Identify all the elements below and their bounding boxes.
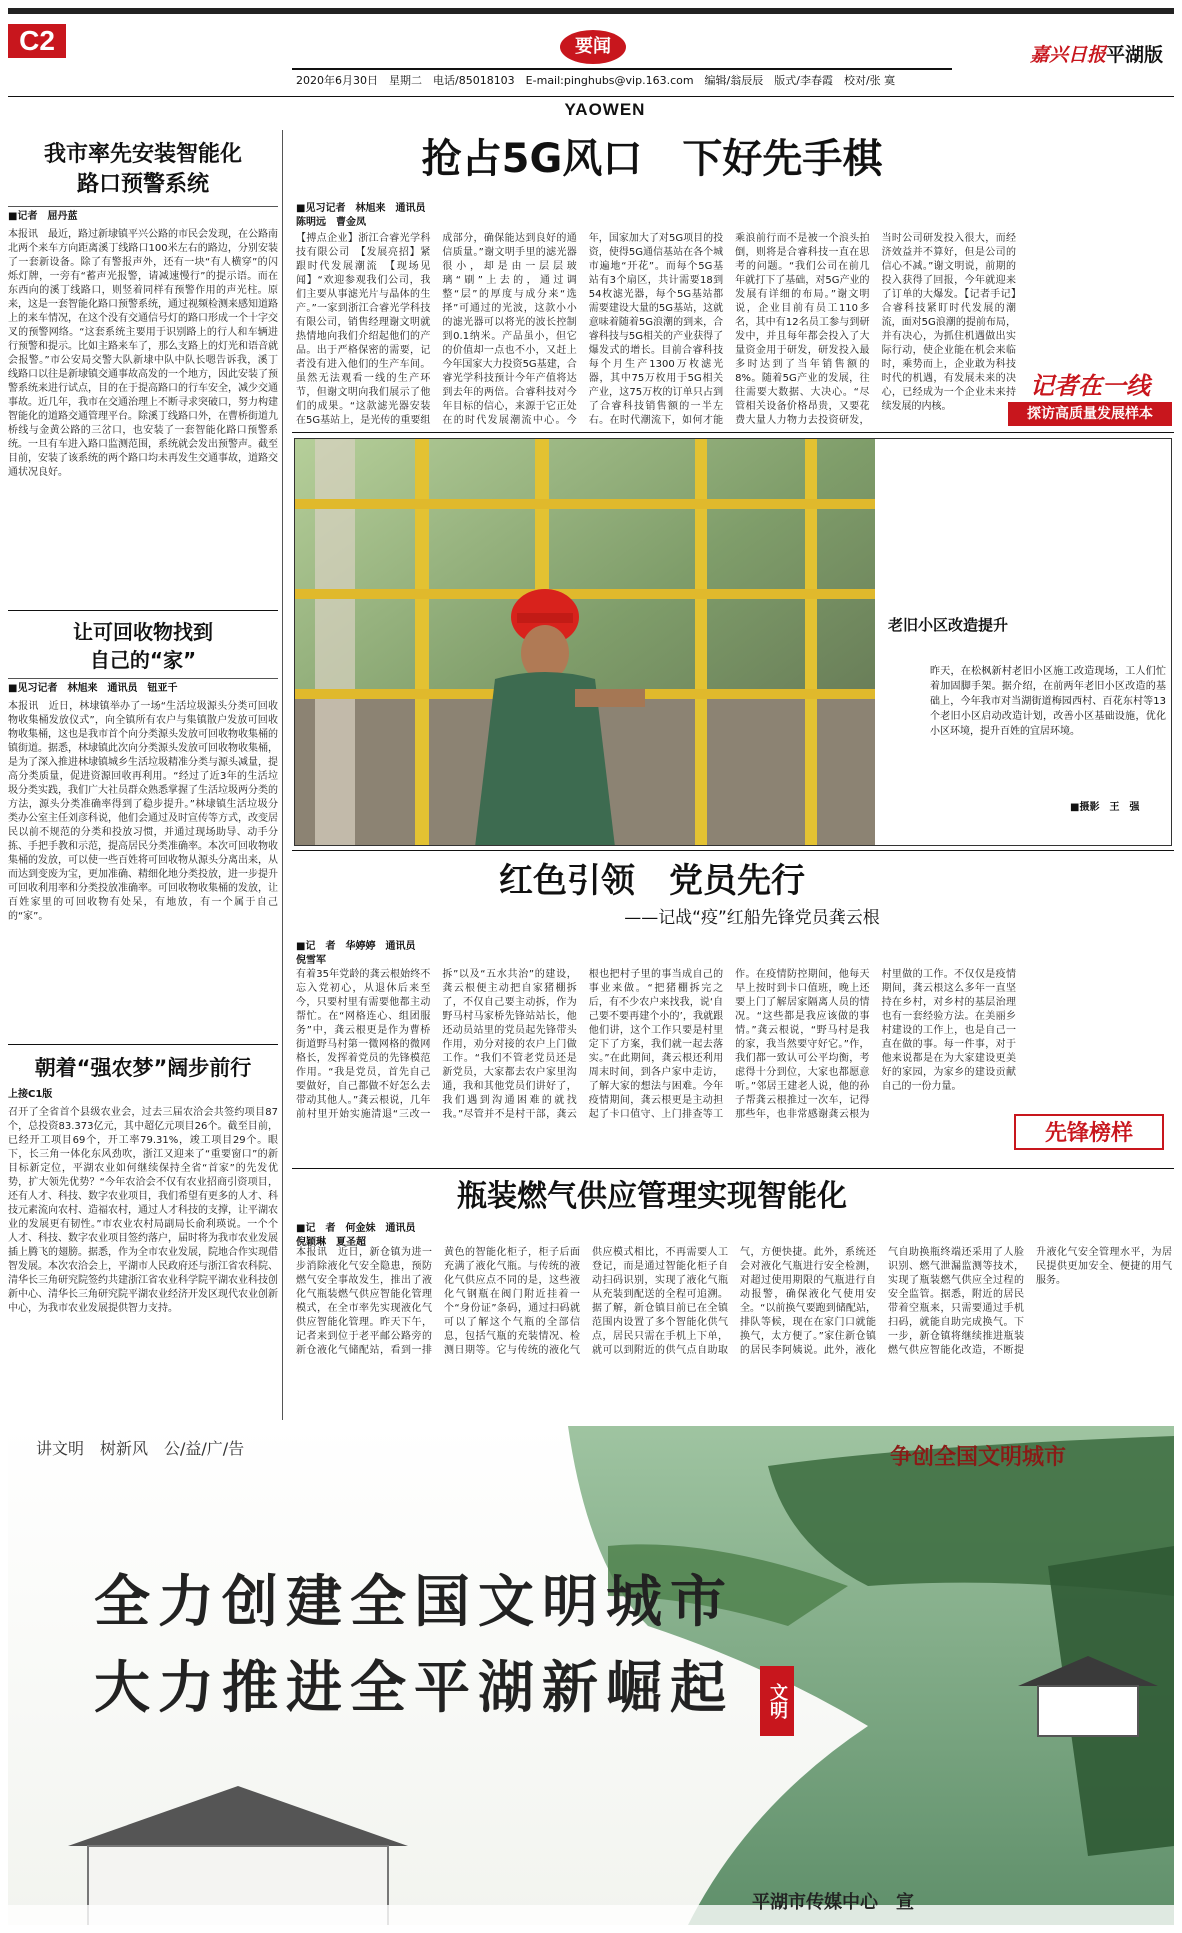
left-separator-1	[8, 610, 278, 611]
ad-stamp: 文明	[760, 1666, 794, 1736]
photo-credit: ■摄影 王 强	[1070, 802, 1140, 813]
article2-rule	[8, 678, 278, 679]
article2-byline: ■见习记者 林旭来 通讯员 钮亚千	[8, 683, 178, 694]
article5-body: 有着35年党龄的龚云根始终不忘入党初心，从退休后来至今，只要村里有需要他都主动帮忙。在“网格连心、组团服务”中，龚云根更是作为曹桥街道野马村第一微网格的微网格长，发挥着党员的先锋模范作用。“我是党员，首先自己要做好，自己都做不好怎么去带动其他人。”龚云根说，几年前村里开始实施清退“三改一拆”以及“五水共治”的建设，龚云根便主动把自家猪棚拆了，不仅自己要主动拆，作为野马村马家桥先锋站站长，他还动员站里的党员起先锋带头作用，劝分对接的农户上门做工作。“我们不管老党员还是新党员，大家都去农户家里沟通，我和其他党员们讲好了，我们遇到沟通困难的就找我。”尽管并不是村干部，龚云根也把村子里的事当成自己的事业来做。“把猪棚拆完之后，有不少农户来找我，说‘自己要不要再建个小的’，我就跟他们讲，这个工作只要是村里定下了方案，我们就一起去落实。”在此期间，龚云根还利用周末时间，到各户家中走访，了解大家的想法与困难。今年疫情期间，龚云根更是主动担起了卡口值守、上门排查等工作。在疫情防控期间，他每天早上按时到卡口值班，晚上还要上门了解居家隔离人员的情况。“这些都是我应该做的事情。”龚云根说，“野马村是我的家，我当然要守好它。”作，我们都一致认可公平均衡，考虑得十分到位，大家也都愿意听。”邻居王建老人说，他的孙子帮龚云根推过一次车，记得那些年，也非常感谢龚云根为村里做的工作。不仅仅是疫情期间，龚云根这么多年一直坚持在乡村，对乡村的基层治理也有一套经验方法。在美丽乡村建设的工作上，也是自己一直在做的事。每一件事，对于他来说都是在为大家建设更美好的家园，为家乡的建设贡献自己的一份力量。	[296, 969, 1016, 1120]
ad-publisher: 平湖市传媒中心 宣	[752, 1892, 914, 1913]
page-number-badge: C2	[8, 24, 66, 58]
header-top-rule	[8, 8, 1174, 14]
photo-caption-title: 老旧小区改造提升	[888, 616, 1009, 634]
paper-masthead: 嘉兴日报	[1030, 44, 1107, 66]
article4-byline: ■见习记者 林旭来 通讯员 陈明远 曹金凤	[296, 203, 436, 228]
reporter-column-title: 记者在一线	[1030, 371, 1150, 400]
article6-title: 瓶装燃气供应管理实现智能化	[457, 1179, 847, 1214]
left-column-divider	[282, 130, 283, 1420]
paper-edition: 平湖版	[1106, 44, 1164, 66]
vanguard-tag: 先锋榜样	[1014, 1114, 1164, 1150]
reporter-column-subtitle: 探访高质量发展样本	[1008, 402, 1172, 426]
article5-title: 红色引领 党员先行	[499, 861, 805, 901]
ad-slogan-line2: 大力推进全平湖新崛起	[94, 1655, 734, 1721]
article2-title-line2: 自己的“家”	[89, 648, 197, 672]
section-seal: 要闻	[560, 30, 626, 64]
photo-top-rule	[292, 432, 1174, 433]
header-rule	[292, 68, 952, 70]
photo-illustration	[295, 439, 1172, 846]
public-service-ad	[8, 1426, 1174, 1925]
article1-title-line2: 路口预警系统	[76, 172, 209, 197]
ad-slogan-line1: 全力创建全国文明城市	[94, 1569, 734, 1635]
article3-byline: 上接C1版	[8, 1089, 53, 1100]
construction-photo	[294, 438, 1172, 846]
article2-body: 本报讯 近日，林埭镇举办了一场“生活垃圾源头分类可回收物收集桶发放仪式”，向全镇所有农户与集镇散户发放可回收物收集桶，这也是我市首个向分类源头发放可回收物收集桶的镇街道。据悉，林埭镇此次向分类源头发放可回收物收集桶，是为了深入推进林埭镇城乡生活垃圾精准分类与源头减量，提高分类质量，促进资源回收再利用。“经过了近3年的生活垃圾分类实践，我们广大社员群众熟悉掌握了生活垃圾两分类的方法，源头分类准确率得到了稳步提升。”林埭镇生活垃圾分类办公室主任刘彦科说，他们会通过及时宣传等方式，改变居民以前不规范的分类和投放习惯，并通过现场助导、动手分拣、手把手教和示范，提高居民分类准确率。本次可回收物收集桶的发放，可以使一些百姓将可回收物从源头分离出来，从而达到变废为宝，更加准确、精细化地分类投放，进一步提升可回收利用率和分类投放准确率。可回收物收集桶的发放，让百姓家里的可回收物有处呆，有地放，有一个属于自己的“家”。	[8, 701, 278, 922]
ad-badge: 争创全国文明城市	[890, 1444, 1067, 1470]
header-bottom-rule	[8, 96, 1174, 97]
article3-body: 召开了全省首个县级农业会，过去三届农洽会共签约项目87个，总投资83.373亿元，其中超亿元项目26个。截至目前，已经开工项目69个，开工率79.31%，竣工项目29个。眼下，长三角一体化东风劲吹，浙江又迎来了“重要窗口”的新目标新定位，平湖农业如何继续保持全省“首家”的先发优势，扩大领先优势？“今年农洽会不仅有农业招商引资项目，还有人才、科技、数字农业项目，我们希望有更多的人才、科技元素流向农村、造福农村，通过人才科技的支撑，让平湖农业的发展更有韧性。”市农业农村局副局长俞利瑛说。一个个人才、科技、数字农业项目签约落户，届时将为我市农业发展插上腾飞的翅膀。据悉，作为全市农业发展，院地合作实现借智发展。本次农洽会上，平湖市人民政府还与浙江省农科院、清华长三角研究院签约共建浙江省农业科学院平湖农业科技创新中心、清华长三角研究院平湖农业经济开发区现代农业创新中心，为我市农业发展提供智力支持。	[8, 1107, 278, 1314]
article4-body: 【搏点企业】浙江合睿光学科技有限公司 【发展亮招】紧跟时代发展潮流 【现场见闻】“欢迎参观我们公司，我们主要从事滤光片与晶体的生产。”一家到浙江合睿光学科技有限公司，销售经理谢文明就热情地向我们介绍起他们的产品。出于严格保密的需要，记者没有进入他们的生产车间。虽然无法观看一线的生产环节，但谢文明向我们展示了他们的成果。“这款滤光器安装在5G基站上，是光传的重要组成部分，确保能达到良好的通信质量。”谢文明手里的滤光器很小，却是由一层层玻璃“刷”上去的，通过调整“层”的厚度与成分来“选择”可通过的光波，这款小小的滤光器可以将光的波长控制到0.1纳米。产品虽小，但它的价值却一点也不小，又赶上今年国家大力投资5G基建，合睿光学科技预计今年产值将达到去年的两倍。合睿科技对今年目标的信心，来源于它正处在的时代发展潮流中心。今年，国家加大了对5G项目的投资，使得5G通信基站在各个城市遍地“开花”。而每个5G基站有3个扇区，共计需要18到54枚滤光器，每个5G基站都需要建设大量的5G基站，这就意味着随着5G浪潮的到来，合睿科技与5G相关的产业获得了爆发式的增长。目前合睿科技每个月生产1300万枚滤光器，其中75万枚用于5G相关产业，这75万枚的订单只占到了合睿科技销售额的一半左右。在时代潮流下，如何才能乘浪前行而不是被一个浪头拍倒，则将是合睿科技一直在思考的问题。“我们公司在前几年就打下了基础，对5G产业的发展有详细的布局。”谢文明说，企业目前有员工110多名，其中有12名员工参与到研发中，并且每年都会投入了大量资金用于研发，研发投入最多时达到了当年销售额的8%。随着5G产业的发展，往往需要大数据、大决心。“尽管相关设备价格昂贵，又要花费大量人力物力去投资研发，当时公司研发投入很大，而经济效益并不算好，但是公司的信心不减。”谢文明说，前期的投入获得了回报，今年就迎来了订单的大爆发。【记者手记】合睿科技紧盯时代发展的潮流，面对5G浪潮的提前布局，并有决心，为抓住机遇做出实际行动，使企业能在机会来临时，乘势而上，企业敢为科技时代的机遇，有发展未来的决心，已经成为一个企业未来持续发展的内核。	[296, 233, 1016, 426]
article2-title-line1: 让可回收物找到	[73, 620, 213, 644]
article2-title	[8, 618, 278, 674]
article3-title: 朝着“强农梦”阔步前行	[34, 1056, 252, 1080]
article1-title-line1: 我市率先安装智能化	[43, 142, 242, 167]
photo-caption: 昨天，在松枫新村老旧小区施工改造现场，工人们忙着加固脚手架。据介绍，在前两年老旧小区改造的基础上，今年我市对当湖街道梅园西村、百花东村等13个老旧小区启动改造计划，改善小区基础设施，优化小区环境，提升百姓的宜居环境。	[930, 666, 1166, 737]
article1-title	[8, 140, 278, 200]
article6-byline: ■记 者 何金妹 通讯员 倪颖琳 夏圣超	[296, 1223, 426, 1248]
paper-name	[1030, 40, 1163, 67]
article4-title: 抢占5G风口 下好先手棋	[421, 136, 883, 182]
article5-byline: ■记 者 华婷婷 通讯员 倪雪军	[296, 941, 426, 966]
article1-body: 本报讯 最近，路过新埭镇平兴公路的市民会发现，在公路南北两个来车方向距离溪丁线路口100米左右的路边，分别安装了一套新设备。除了有警报声外，还有一块“有人横穿”的闪烁灯牌，一旁有“蓄声光报警，请减速慢行”的提示语。而在东西向的溪丁线路口，则竖着同样有预警作用的声光柱。原来，这是一套智能化路口预警系统，通过视频检测来感知道路上的来车情况，在这个没有交通信号灯的路口形成一个十字交叉的预警网络。“这套系统主要用于识别路上的行人和车辆进行预警和提示。比如主路来车了，那么支路上的灯光和语音就会报警。”市公安局交警大队新埭中队中队长嗯告诉我，溪丁线路口以往是新埭镇交通事故高发的一个地方，因此安装了预警系统来进行试点，目的在于提高路口的行车安全，减少交通事故。近几年，我市在交通治理上不断寻求突破口，努力构建智能化的道路交通管理平台。除溪丁线路口外，在曹桥街道九桥线与金黄公路的三岔口，也安装了一套智能化路口预警系统。一旦有车进入路口监测范围，系统就会发出预警声。截至目前，安装了该系统的两个路口均未再发生交通事故，道路交通状况良好。	[8, 229, 278, 478]
article6-top-rule	[292, 1168, 1174, 1169]
article1-byline: ■记者 屈丹蓝	[8, 211, 78, 222]
header-meta: 2020年6月30日 星期二 电话/85018103 E-mail:pinghubs@vip.163.com 编辑/翁辰辰 版式/李春霞 校对/张 寞	[296, 74, 896, 87]
ad-tagline: 讲文明 树新风 公/益/广/告	[36, 1439, 245, 1458]
section-subtitle: YAOWEN	[564, 100, 646, 119]
article1-rule	[8, 206, 278, 207]
article5-subtitle: ——记战“疫”红船先锋党员龚云根	[624, 908, 880, 928]
photo-bottom-rule	[292, 850, 1174, 851]
article6-body: 本报讯 近日，新仓镇为进一步消除液化气安全隐患，预防燃气安全事故发生，推出了液化气瓶装燃气供应智能化管理模式，在全市率先实现液化气供应智能化管理。昨天下午，记者来到位于老平邮公路旁的新仓液化气储配站，看到一排黄色的智能化柜子，柜子后面充满了液化气瓶。与传统的液化气供应点不同的是，这些液化气钢瓶在阀门附近挂着一个“身份证”条码，通过扫码就可以了解这个气瓶的全部信息，包括气瓶的充装情况、检测日期等。它与传统的液化气供应模式相比，不再需要人工登记，而是通过智能化柜子自动扫码识别，实现了液化气瓶从充装到配送的全程可追溯。据了解，新仓镇目前已在全镇范围内设置了多个智能化供气点，居民只需在手机上下单，就可以到附近的供气点自助取气，方便快捷。此外，系统还会对液化气瓶进行安全检测，对超过使用期限的气瓶进行自动报警，确保液化气使用安全。“以前换气要跑到储配站，排队等候，现在在家门口就能换气，太方便了。”家住新仓镇的居民李阿姨说。此外，液化气自助换瓶终端还采用了人脸识别、燃气泄漏监测等技术，实现了瓶装燃气供应全过程的安全监管。据悉，附近的居民带着空瓶来，只需要通过手机扫码，就能自助完成换气。下一步，新仓镇将继续推进瓶装燃气供应智能化改造，不断提升液化气安全管理水平，为居民提供更加安全、便捷的用气服务。	[296, 1247, 1172, 1356]
left-separator-2	[8, 1044, 278, 1045]
